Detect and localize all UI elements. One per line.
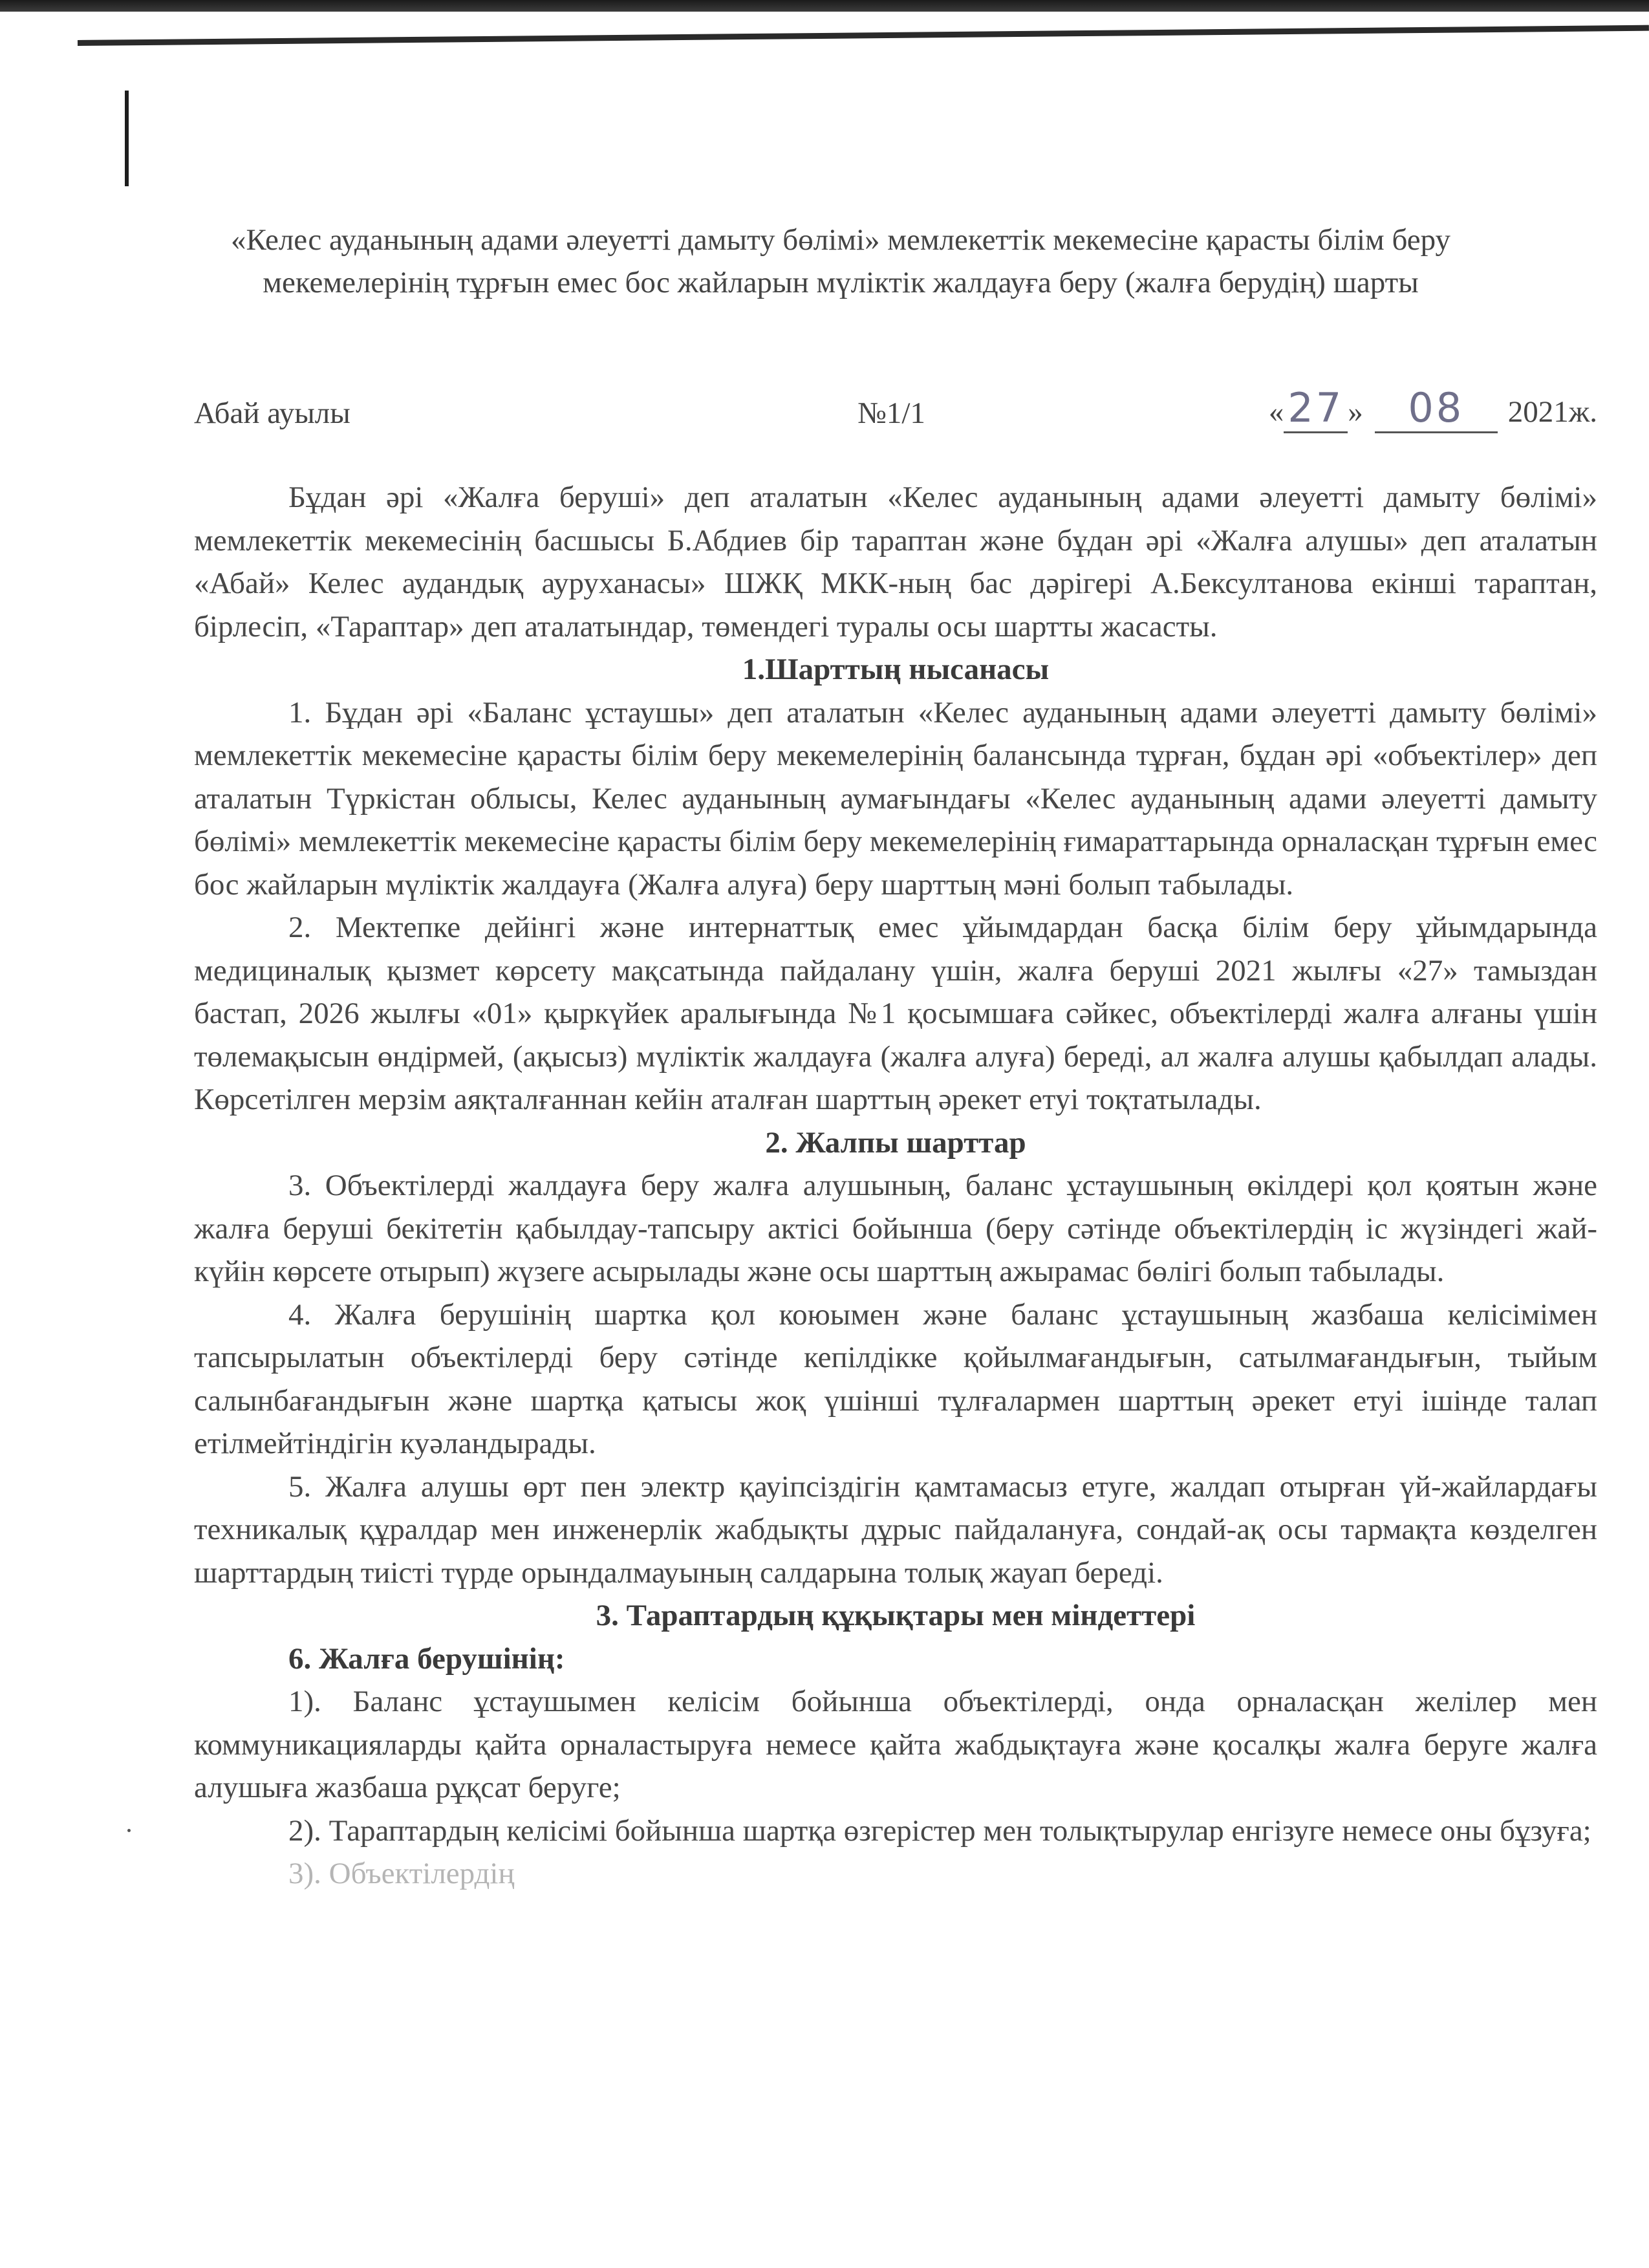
clause-6-item-2: 2). Тараптардың келісімі бойынша шартқа өзгерістер мен толықтырулар енгізуге немесе оны бұзуға; bbox=[288, 1813, 1591, 1848]
header-contract-number: №1/1 bbox=[857, 396, 925, 430]
clause-6-item-1: 1). Баланс ұстаушымен келісім бойынша объектілерді, онда орналасқан желілер мен коммуникацияларды қайта орналастыруға немесе қайта жабдықтауға және қосалқы жалға беруге жалға алушыға жазбаша рұқсат беруге; bbox=[194, 1685, 1597, 1804]
date-day-handwritten: 27 bbox=[1284, 384, 1348, 433]
date-year: 2021ж. bbox=[1507, 395, 1597, 429]
date-open-quote: « bbox=[1268, 395, 1284, 429]
document-header bbox=[194, 384, 1597, 441]
clause-5: 5. Жалға алушы өрт пен электр қауіпсіздігін қамтамасыз етуге, жалдап отырған үй-жайлардағы техникалық құралдар мен инженерлік жабдықты дұрыс пайдалануға, сондай-ақ осы тармақта көзделген шарттардың тиісті түрде орындалмауының салдарына толық жауап береді. bbox=[194, 1469, 1597, 1590]
clause-2: 2. Мектепке дейінгі және интернаттық емес ұйымдардан басқа білім беру ұйымдарында медициналық қызмет көрсету мақсатында пайдалану үшін, жалға беруші 2021 жылғы «27» тамыздан бастап, 2026 жылғы «01» қыркүйек аралығында №1 қосымшаға сәйкес, объектілерді жалға алғаны үшін төлемақысын өндірмей, (ақысыз) мүліктік жалдауға (жалға алуға) береді, ал жалға алушы қабылдап алады. Көрсетілген мерзім аяқталғаннан кейін аталған шарттың әрекет етуі тоқтатылады. bbox=[194, 911, 1597, 1116]
date-close-quote: » bbox=[1348, 395, 1363, 429]
section-3-heading: 3. Тараптардың құқықтары мен міндеттері bbox=[596, 1599, 1196, 1632]
document-body bbox=[194, 476, 1597, 1890]
header-place: Абай ауылы bbox=[194, 396, 350, 430]
scan-top-edge bbox=[0, 0, 1649, 12]
clause-1: 1. Бұдан әрі «Баланс ұстаушы» деп аталатын «Келес ауданының адами әлеуетті дамыту бөлімі» мемлекеттік мекемесіне қарасты білім беру мекемелерінің балансында тұрған, бұдан әрі «объектілер» деп аталатын Түркістан облысы, Келес ауданының аумағындағы «Келес ауданының адами әлеуетті дамыту бөлімі» мемлекеттік мекемесіне қарасты білім беру мекемелерінің ғимараттарында орналасқан тұрғын емес бос жайларын мүліктік жалдауға (Жалға алуға) беру шарттың мәні болып табылады. bbox=[194, 695, 1597, 902]
clause-6-item-3-cutoff: 3). Объектілердің bbox=[288, 1857, 515, 1890]
document-title: «Келес ауданының адами әлеуетті дамыту бөлімі» мемлекеттік мекемесіне қарасты білім беру мекемелерінің тұрғын емес бос жайларын мүліктік жалдауға беру (жалға берудің) шарты bbox=[230, 223, 1451, 299]
clause-3: 3. Объектілерді жалдауға беру жалға алушының, баланс ұстаушының өкілдері қол қоятын және жалға беруші бекітетін қабылдау-тапсыру актісі бойынша (беру сәтінде объектілердің іс жүзіндегі жай-күйін көрсете отырып) жүзеге асырылады және осы шарттың ажырамас бөлігі болып табылады. bbox=[194, 1169, 1597, 1288]
section-1-heading: 1.Шарттың нысанасы bbox=[742, 653, 1050, 686]
date-month-handwritten: 08 bbox=[1375, 384, 1498, 433]
scan-left-mark bbox=[125, 91, 129, 186]
intro-paragraph: Бұдан әрі «Жалға беруші» деп аталатын «Келес ауданының адами әлеуетті дамыту бөлімі» мемлекеттік мекемесінің басшысы Б.Абдиев бір тараптан және бұдан әрі «Жалға алушы» деп аталатын «Абай» Келес аудандық ауруханасы» ШЖҚ МКК-ның бас дәрігері А.Бексултанова екінші тараптан, бірлесіп, «Тараптар» деп аталатындар, төмендегі туралы осы шартты жасасты. bbox=[194, 481, 1597, 643]
clause-4: 4. Жалға берушінің шартка қол коюымен және баланс ұстаушының жазбаша келісімімен тапсырылатын объектілерді беру сәтінде кепілдікке қойылмағандығын, сатылмағандығын, тыйым салынбағандығын және шартқа қатысы жоқ үшінші тұлғалармен шарттың әрекет етуі ішінде талап етілмейтіндігін куәландырады. bbox=[194, 1297, 1597, 1460]
section-2-heading: 2. Жалпы шарттар bbox=[765, 1125, 1026, 1160]
header-date bbox=[1269, 384, 1597, 433]
scan-top-rule bbox=[78, 25, 1649, 46]
scan-speck bbox=[127, 1829, 131, 1832]
clause-6-heading: 6. Жалға берушінің: bbox=[288, 1641, 565, 1676]
